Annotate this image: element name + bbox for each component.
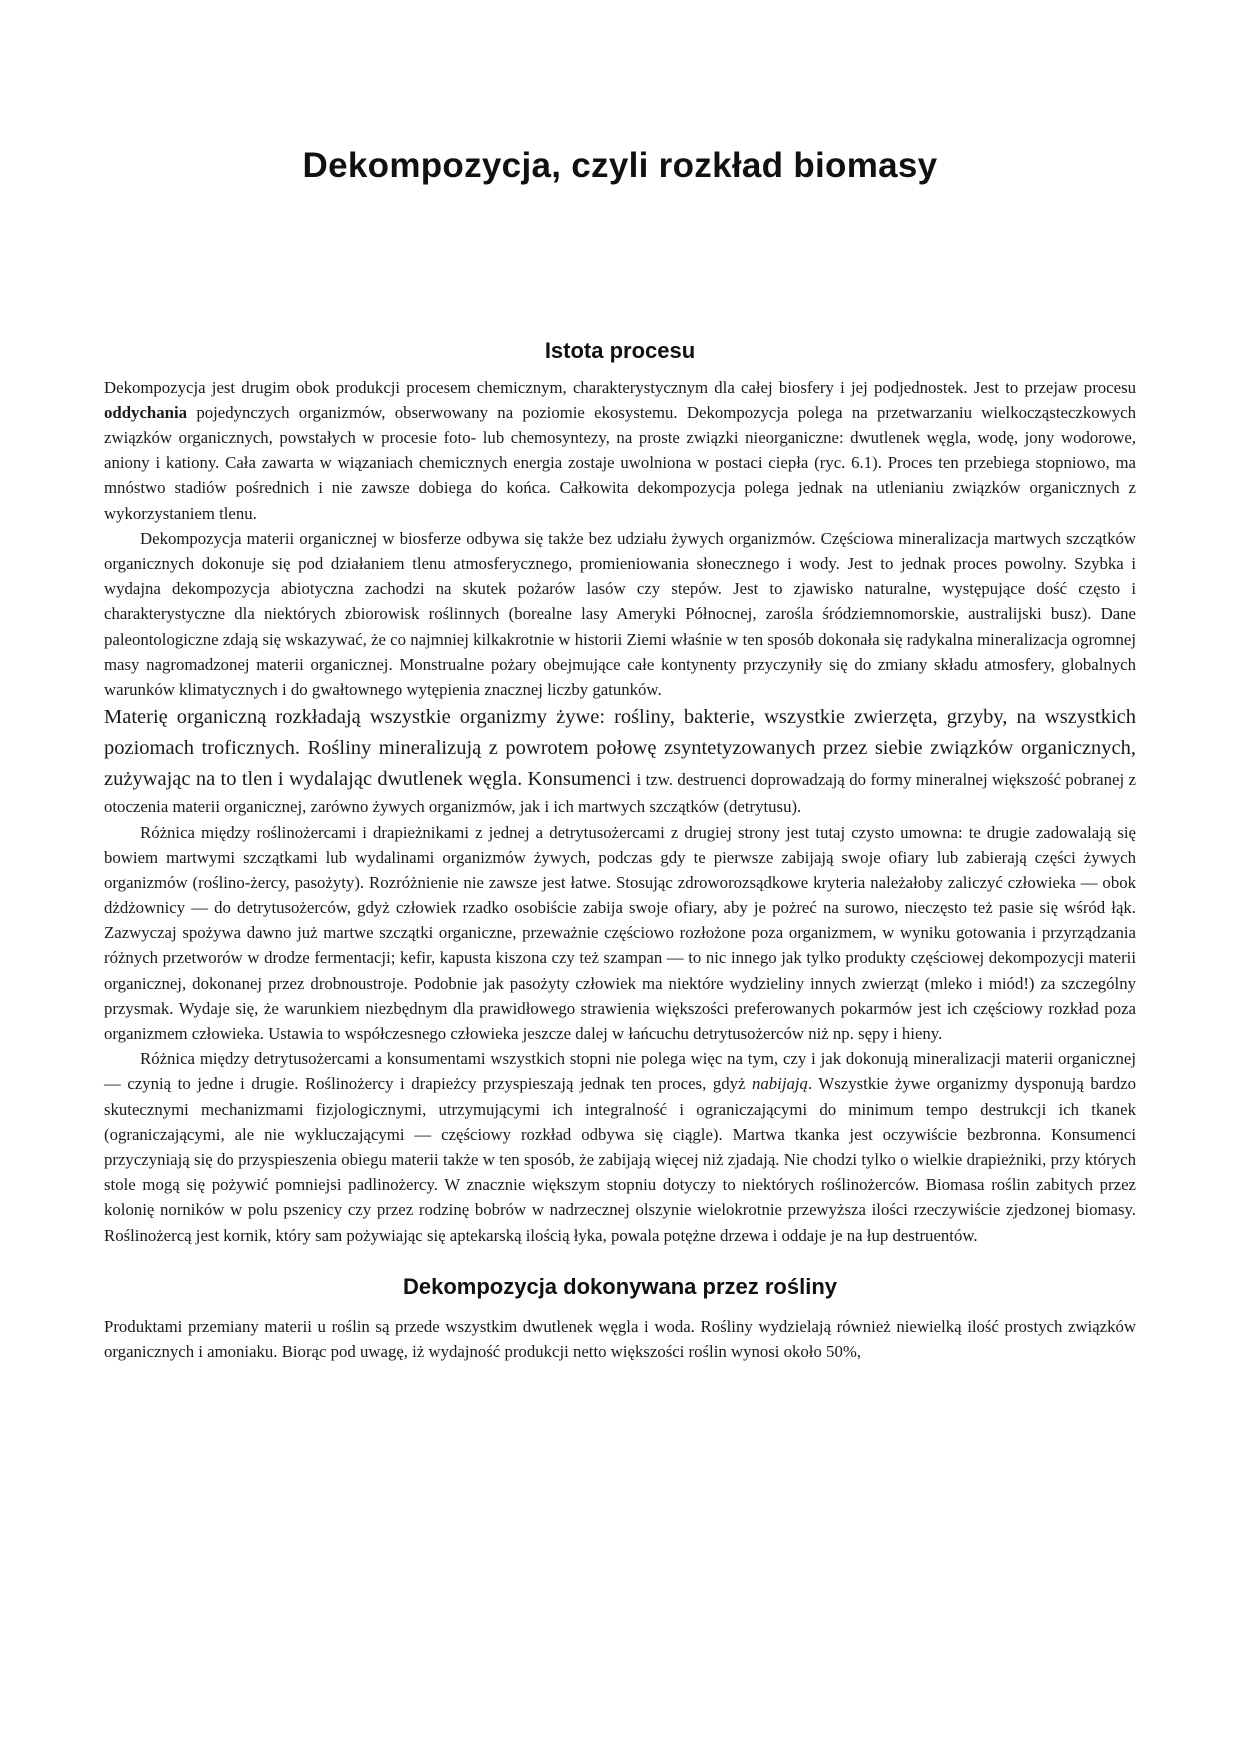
text-run: pojedynczych organizmów, obserwowany na poziomie ekosystemu. Dekompozycja polega na przetwarzaniu wielkocząsteczkowych związków organicznych, powstałych w procesie foto- lub chemosyntezy, na proste związki nieorganiczne: dwutlenek węgla, wodę, jony wodorowe, aniony i kationy. Cała zawarta w wiązaniach chemicznych energia zostaje uwolniona w postaci ciepła (ryc. 6.1). Proces ten przebiega stopniowo, ma mnóstwo stadiów pośrednich i nie zawsze dobiega do końca. Całkowita dekompozycja polega jednak na utlenianiu związków organicznych z wykorzystaniem tlenu. [104, 402, 1136, 523]
document-title: Dekompozycja, czyli rozkład biomasy [302, 146, 938, 185]
text-run: Dekompozycja jest drugim obok produkcji procesem chemicznym, charakterystycznym dla całej biosfery i jej podjednostek. Jest to przejaw procesu [104, 377, 1136, 397]
paragraph [104, 1314, 1136, 1364]
paragraph [104, 1046, 1136, 1248]
section-heading-istota-procesu: Istota procesu [544, 338, 696, 364]
text-run: . Wszystkie żywe organizmy dysponują bardzo skutecznymi mechanizmami fizjologicznymi, utrzymującymi ich integralność i ograniczającymi do minimum tempo destrukcji ich tkanek (ograniczającymi, ale nie wykluczającymi — częściowy rozkład odbywa się ciągle). Martwa tkanka jest oczywiście bezbronna. Konsumenci przyczyniają się do przyspieszenia obiegu materii także w ten sposób, że zabijają więcej niż zjadają. Nie chodzi tylko o wielkie drapieżniki, przy których stole mogą się pożywić pomniejsi padlinożercy. W znacznie większym stopniu dotyczy to niektórych roślinożerców. Biomasa roślin zabitych przez kolonię norników w polu pszenicy czy przez rodzinę bobrów w nadrzecznej olszynie wielokrotnie przewyższa ilości rzeczywiście zjedzonej biomasy. Roślinożercą jest kornik, który sam pożywiając się aptekarską ilością łyka, powala potężne drzewa i oddaje je na łup destruentów. [104, 1074, 1136, 1245]
text-run: i tzw. destruenci doprowadzają do formy mineralnej większość pobranej z otoczenia materii organicznej, zarówno żywych organizmów, jak i ich martwych szczątków (detrytusu). [104, 769, 1136, 817]
text-run: Różnica między detrytusożercami a konsumentami wszystkich stopni nie polega więc na tym, czy i jak dokonują mineralizacji materii organicznej — czynią to jedne i drugie. Roślinożercy i drapieżcy przyspieszają jednak ten proces, gdyż [104, 1049, 1136, 1094]
text-run: Dekompozycja materii organicznej w biosferze odbywa się także bez udziału żywych organizmów. Częściowa mineralizacja martwych szczątków organicznych dokonuje się pod działaniem tlenu atmosferycznego, promieniowania słonecznego i wody. Jest to jednak proces powolny. Szybka i wydajna dekompozycja abiotyczna zachodzi na skutek pożarów lasów czy stepów. Jest to zjawisko naturalne, występujące dość często i charakterystyczne dla niektórych zbiorowisk roślinnych (borealne lasy Ameryki Północnej, zarośla śródziemnomorskie, australijski busz). Dane paleontologiczne zdają się wskazywać, że co najmniej kilkakrotnie w historii Ziemi właśnie w ten sposób dokonała się radykalna mineralizacja ogromnej masy nagromadzonej materii organicznej. Monstrualne pożary obejmujące całe kontynenty przyczyniły się do zmiany składu atmosfery, globalnych warunków klimatycznych i do gwałtownego wytępienia znacznej liczby gatunków. [104, 528, 1136, 699]
paragraph [104, 375, 1136, 526]
text-run-italic: nabijają [752, 1074, 808, 1094]
text-run-large: Materię organiczną rozkładają wszystkie organizmy żywe: rośliny, bakterie, wszystkie zwierzęta, grzyby, na wszystkich poziomach troficznych. Rośliny mineralizują z powrotem połowę zsyntetyzowanych przez siebie związków organicznych, zużywając na to tlen i wydalając dwutlenek węgla. Konsumenci [104, 706, 1136, 790]
paragraph [104, 702, 1136, 819]
text-run: Różnica między roślinożercami i drapieżnikami z jednej a detrytusożercami z drugiej strony jest tutaj czysto umowna: te drugie zadowalają się bowiem martwymi szczątkami lub wydalinami organizmów żywych, podczas gdy te pierwsze zabijają swoje ofiary lub zabierają części żywych organizmów (roślino-żercy, pasożyty). Rozróżnienie nie zawsze jest łatwe. Stosując zdroworozsądkowe kryteria należałoby zaliczyć człowieka — obok dżdżownicy — do detrytusożerców, gdyż człowiek rzadko osobiście zabija swoje ofiary, aby je pożreć na surowo, nieczęsto też pasie się wśród łąk. Zazwyczaj spożywa dawno już martwe szczątki organiczne, przeważnie częściowo rozłożone poza organizmem, w wyniku gotowania i przyrządzania różnych przetworów w drodze fermentacji; kefir, kapusta kiszona czy też szampan — to nic innego jak tylko produkty częściowej dekompozycji materii organicznej, dokonanej przez drobnoustroje. Podobnie jak pasożyty człowiek ma niektóre wydzieliny innych zwierząt (mleko i miód!) za szczególny przysmak. Wydaje się, że warunkiem niezbędnym dla prawidłowego strawienia większości preferowanych pokarmów jest ich częściowy rozkład poza organizmem człowieka. Ustawia to współczesnego człowieka jeszcze dalej w łańcuchu detrytusożerców niż np. sępy i hieny. [104, 822, 1136, 1044]
text-run: Produktami przemiany materii u roślin są przede wszystkim dwutlenek węgla i woda. Rośliny wydzielają również niewielką ilość prostych związków organicznych i amoniaku. Biorąc pod uwagę, iż wydajność produkcji netto większości roślin wynosi około 50%, [104, 1317, 1136, 1362]
paragraph [104, 526, 1136, 702]
text-run-bold: oddychania [104, 402, 188, 422]
section-heading-dekompozycja-dokonywana-przez-rosliny: Dekompozycja dokonywana przez rośliny [402, 1273, 837, 1299]
paragraph [104, 820, 1136, 1047]
